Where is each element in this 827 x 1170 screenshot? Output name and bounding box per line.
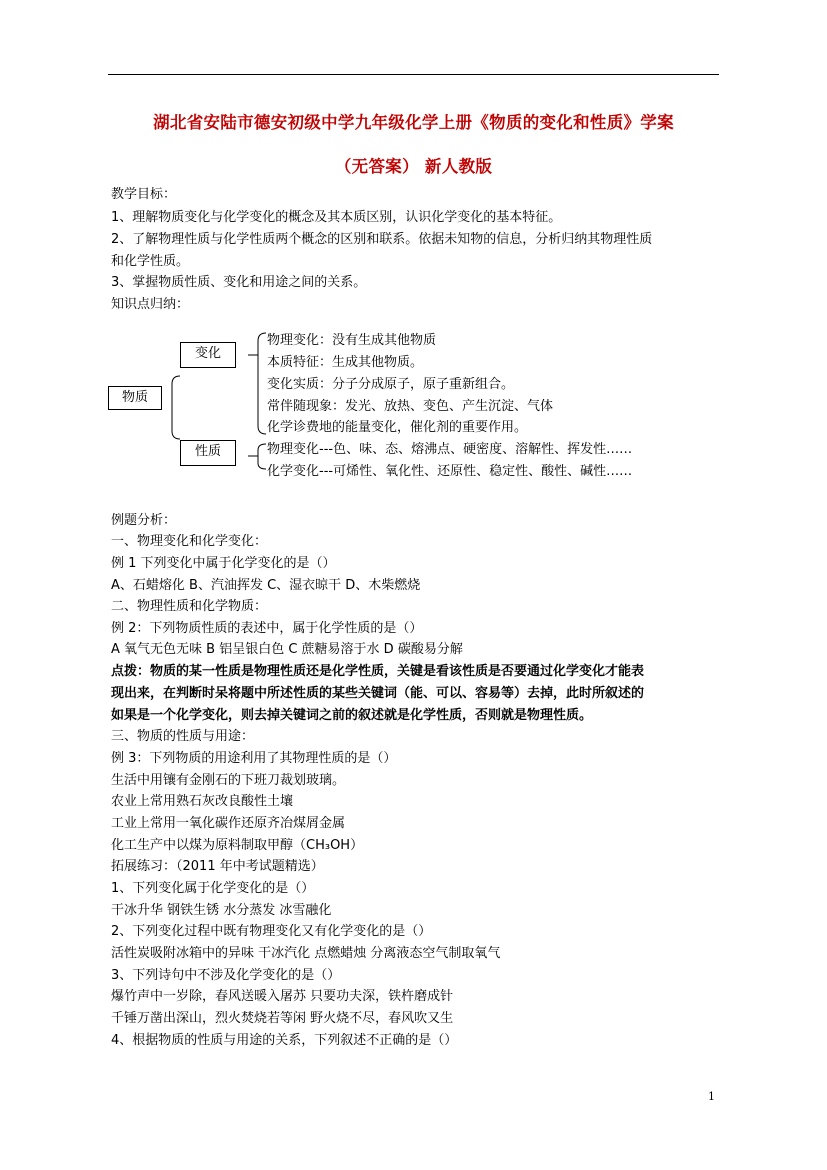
example-line: 3、下列诗句中不涉及化学变化的是（） <box>111 968 341 983</box>
example-line: 爆竹声中一岁除，春风送暖入屠苏 只要功夫深，铁杵磨成针 <box>111 989 454 1004</box>
tip-line: 点拨：物质的某一性质是物理性质还是化学性质，关键是看该性质是否要通过化学变化才能表 <box>111 664 645 679</box>
example-line: 例 2：下列物质性质的表述中，属于化学性质的是（） <box>111 621 423 636</box>
example-line: 1、下列变化属于化学变化的是（） <box>111 881 315 896</box>
example-line: 工业上常用一氧化碳作还原齐冶煤屑金属 <box>111 816 346 831</box>
page-number: 1 <box>708 1090 715 1103</box>
document-title: 湖北省安陆市德安初级中学九年级化学上册《物质的变化和性质》学案 <box>153 113 674 132</box>
example-line: 活性炭吸附冰箱中的异味 干冰汽化 点燃蜡烛 分离液态空气制取氧气 <box>111 946 501 961</box>
goal-item: 2、了解物理性质与化学性质两个概念的区别和联系。依据未知物的信息，分析归纳其物理性质 <box>111 232 653 247</box>
example-line: A、石蜡熔化 B、汽油挥发 C、湿衣晾干 D、木柴燃烧 <box>111 578 421 593</box>
change-item: 变化实质：分子分成原子，原子重新组合。 <box>267 377 515 392</box>
goal-item: 和化学性质。 <box>111 254 190 269</box>
example-line: 生活中用镶有金刚石的下班刀裁划玻璃。 <box>111 773 346 788</box>
example-line: 三、物质的性质与用途： <box>111 729 255 744</box>
example-line: 一、物理变化和化学变化： <box>111 534 268 549</box>
change-box <box>180 342 236 368</box>
document-subtitle: （无答案） 新人教版 <box>334 157 493 176</box>
example-line: 例 1 下列变化中属于化学变化的是（） <box>111 556 336 571</box>
change-item: 物理变化：没有生成其他物质 <box>267 333 437 348</box>
example-line: 农业上常用熟石灰改良酸性土壤 <box>111 794 294 809</box>
change-item: 本质特征：生成其他物质。 <box>267 355 424 370</box>
examples-heading: 例题分析： <box>111 513 177 528</box>
goal-item: 3、掌握物质性质、变化和用途之间的关系。 <box>111 275 367 290</box>
change-item: 常伴随现象：发光、放热、变色、产生沉淀、气体 <box>267 399 554 414</box>
example-line: 例 3：下列物质的用途利用了其物理性质的是（） <box>111 751 397 766</box>
property-item: 化学变化---可烯性、氧化性、还原性、稳定性、酸性、碱性…… <box>267 464 633 479</box>
root-box <box>108 386 162 410</box>
change-label: 变化 <box>194 346 221 361</box>
example-line: A 氧气无色无味 B 铝呈银白色 C 蔗糖易溶于水 D 碳酸易分解 <box>111 642 463 657</box>
example-line: 2、下列变化过程中既有物理变化又有化学变化的是（） <box>111 924 432 939</box>
tip-line: 如果是一个化学变化，则去掉关键词之前的叙述就是化学性质，否则就是物理性质。 <box>111 708 593 723</box>
example-line: 4、根据物质的性质与用途的关系，下列叙述不正确的是（） <box>111 1033 458 1048</box>
knowledge-heading: 知识点归纳： <box>111 297 190 312</box>
example-line: 二、物理性质和化学物质： <box>111 599 268 614</box>
tip-line: 现出来，在判断时呆将题中所述性质的某些关键词（能、可以、容易等）去掉，此时所叙述的 <box>111 686 645 701</box>
root-label: 物质 <box>121 390 148 405</box>
example-line: 化工生产中以煤为原料制取甲醇（CH₃OH） <box>111 838 364 853</box>
property-label: 性质 <box>194 444 221 459</box>
example-line: 拓展练习：（2011 年中考试题精选） <box>111 859 324 874</box>
goals-heading: 教学目标： <box>111 187 177 202</box>
example-line: 千锤万凿出深山，烈火焚烧若等闲 野火烧不尽，春风吹又生 <box>111 1011 454 1026</box>
property-item: 物理变化---色、味、态、熔沸点、硬密度、溶解性、挥发性…… <box>267 442 633 457</box>
example-line: 干冰升华 钢铁生锈 水分蒸发 冰雪融化 <box>111 903 332 918</box>
goal-item: 1、理解物质变化与化学变化的概念及其本质区别，认识化学变化的基本特征。 <box>111 210 562 225</box>
change-item: 化学诊费地的能量变化，催化剂的重要作用。 <box>267 420 528 435</box>
property-box <box>180 440 236 466</box>
